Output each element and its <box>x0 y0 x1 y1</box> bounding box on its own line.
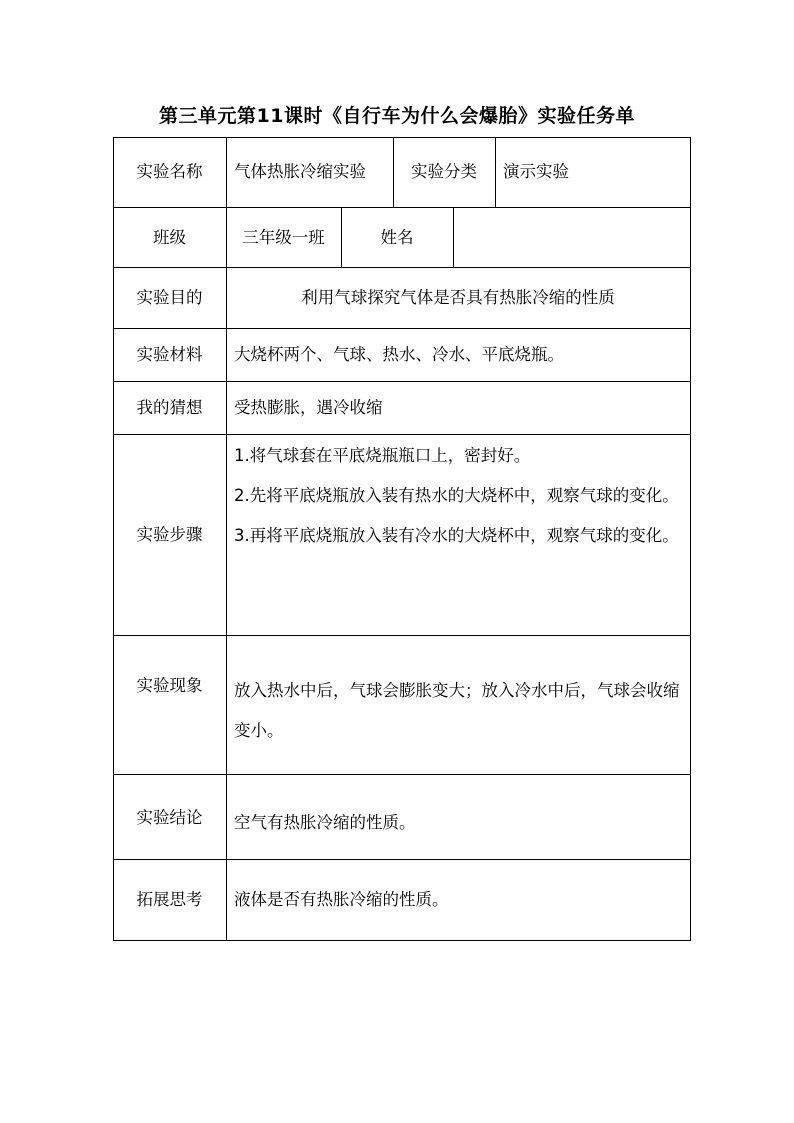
step-item-1: 1.将气球套在平底烧瓶瓶口上，密封好。 <box>234 446 531 465</box>
purpose-value: 利用气球探究气体是否具有热胀冷缩的性质 <box>301 288 615 307</box>
purpose-label: 实验目的 <box>136 288 203 307</box>
step-item-3: 3.再将平底烧瓶放入装有冷水的大烧杯中，观察气球的变化。 <box>234 526 679 545</box>
materials-value: 大烧杯两个、气球、热水、冷水、平底烧瓶。 <box>234 345 564 364</box>
class-value: 三年级一班 <box>242 228 325 247</box>
category-value: 演示实验 <box>503 162 569 181</box>
row-divider <box>113 381 691 382</box>
row-divider <box>113 635 691 636</box>
conclusion-value: 空气有热胀冷缩的性质。 <box>234 813 416 832</box>
page-title: 第三单元第11课时《自行车为什么会爆胎》实验任务单 <box>159 105 635 127</box>
extension-label: 拓展思考 <box>136 890 203 909</box>
class-label: 班级 <box>153 228 186 247</box>
table-border-bottom <box>113 940 691 941</box>
conclusion-label: 实验结论 <box>136 808 203 827</box>
row-divider <box>113 267 691 268</box>
guess-label: 我的猜想 <box>136 398 203 417</box>
steps-list <box>234 436 686 556</box>
guess-value: 受热膨胀，遇冷收缩 <box>234 398 383 417</box>
category-label: 实验分类 <box>411 162 477 181</box>
step-item-2: 2.先将平底烧瓶放入装有热水的大烧杯中，观察气球的变化。 <box>234 486 679 505</box>
materials-label: 实验材料 <box>136 345 203 364</box>
row-divider <box>113 434 691 435</box>
table-border-right <box>690 137 691 941</box>
row-divider <box>113 774 691 775</box>
steps-label: 实验步骤 <box>136 525 203 544</box>
name-label: 实验名称 <box>136 162 203 181</box>
row-divider <box>113 328 691 329</box>
row-divider <box>113 859 691 860</box>
phenomenon-value: 放入热水中后，气球会膨胀变大；放入冷水中后，气球会收缩变小。 <box>234 681 680 740</box>
phenomenon-label: 实验现象 <box>136 676 203 695</box>
column-divider <box>453 207 454 267</box>
label-column-divider <box>226 137 227 941</box>
student-name-field[interactable] <box>458 228 686 250</box>
extension-value: 液体是否有热胀冷缩的性质。 <box>234 890 449 909</box>
name-value: 气体热胀冷缩实验 <box>234 162 366 181</box>
column-divider <box>495 137 496 207</box>
student-name-label: 姓名 <box>380 228 414 247</box>
table-border-top <box>113 137 691 138</box>
row-divider <box>113 207 691 208</box>
